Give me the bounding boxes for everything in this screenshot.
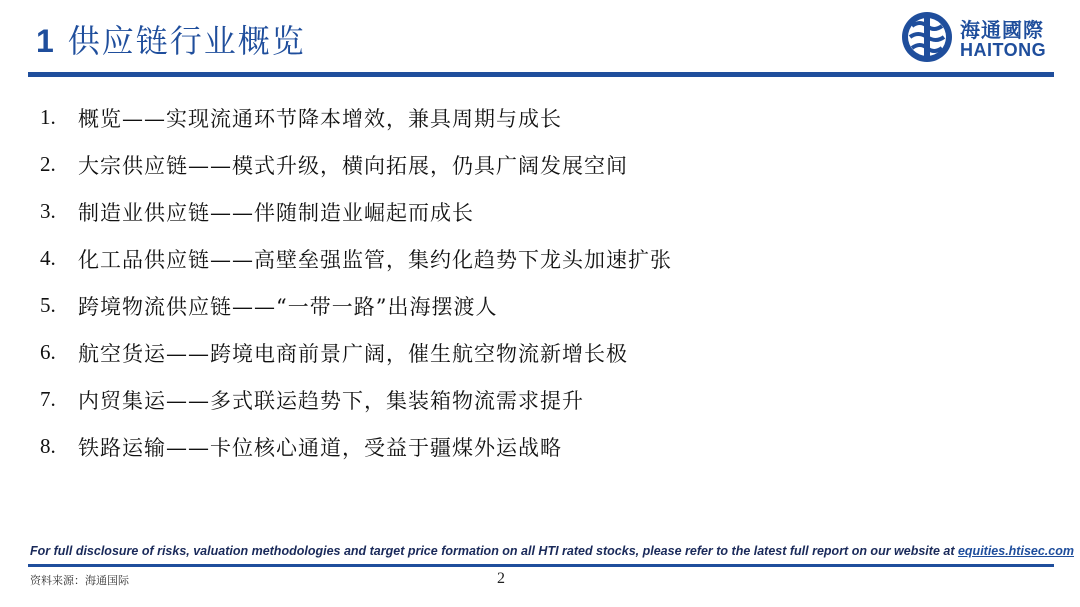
list-item-text: 航空货运——跨境电商前景广阔，催生航空物流新增长极 [78, 341, 628, 366]
list-item [40, 94, 672, 141]
list-item-text: 跨境物流供应链——“一带一路”出海摆渡人 [78, 294, 498, 319]
list-item-text: 大宗供应链——模式升级，横向拓展，仍具广阔发展空间 [78, 153, 628, 178]
list-item-text: 内贸集运——多式联运趋势下，集装箱物流需求提升 [78, 388, 584, 413]
list-item-index: 7. [40, 387, 56, 411]
list-item [40, 376, 672, 423]
list-item-index: 6. [40, 340, 56, 364]
list-item [40, 329, 672, 376]
footer-divider [28, 564, 1054, 567]
page-number: 2 [497, 570, 505, 587]
list-item [40, 235, 672, 282]
list-item-index: 4. [40, 246, 56, 270]
list-item-text: 铁路运输——卡位核心通道，受益于疆煤外运战略 [78, 435, 562, 460]
list-item-index: 8. [40, 434, 56, 458]
list-item-text: 化工品供应链——高壁垒强监管，集约化趋势下龙头加速扩张 [78, 247, 672, 272]
page-title-number: 1 [36, 23, 56, 59]
agenda-list [40, 94, 672, 470]
list-item [40, 282, 672, 329]
disclaimer-text [30, 544, 1074, 558]
list-item-index: 2. [40, 152, 56, 176]
list-item [40, 141, 672, 188]
list-item-text: 概览——实现流通环节降本增效，兼具周期与成长 [78, 106, 562, 131]
list-item-text: 制造业供应链——伴随制造业崛起而成长 [78, 200, 474, 225]
list-item-index: 3. [40, 199, 56, 223]
disclaimer-body: For full disclosure of risks, valuation methodologies and target price formation on all HTI rated stocks, please refer to the latest full report on our website at [30, 544, 958, 558]
haitong-logo-icon [900, 10, 954, 64]
page-title-text: 供应链行业概览 [67, 22, 306, 60]
list-item-index: 1. [40, 105, 56, 129]
page-title [36, 16, 306, 62]
list-item-index: 5. [40, 293, 56, 317]
disclaimer-link[interactable]: equities.htisec.com [957, 544, 1074, 558]
logo-name-en: HAITONG [960, 40, 1047, 60]
logo-name-cn: 海通國際 [960, 18, 1044, 42]
header-divider [28, 72, 1054, 77]
haitong-logo [900, 8, 1060, 68]
list-item [40, 423, 672, 470]
source-note: 资料来源：海通国际 [30, 574, 129, 587]
list-item [40, 188, 672, 235]
